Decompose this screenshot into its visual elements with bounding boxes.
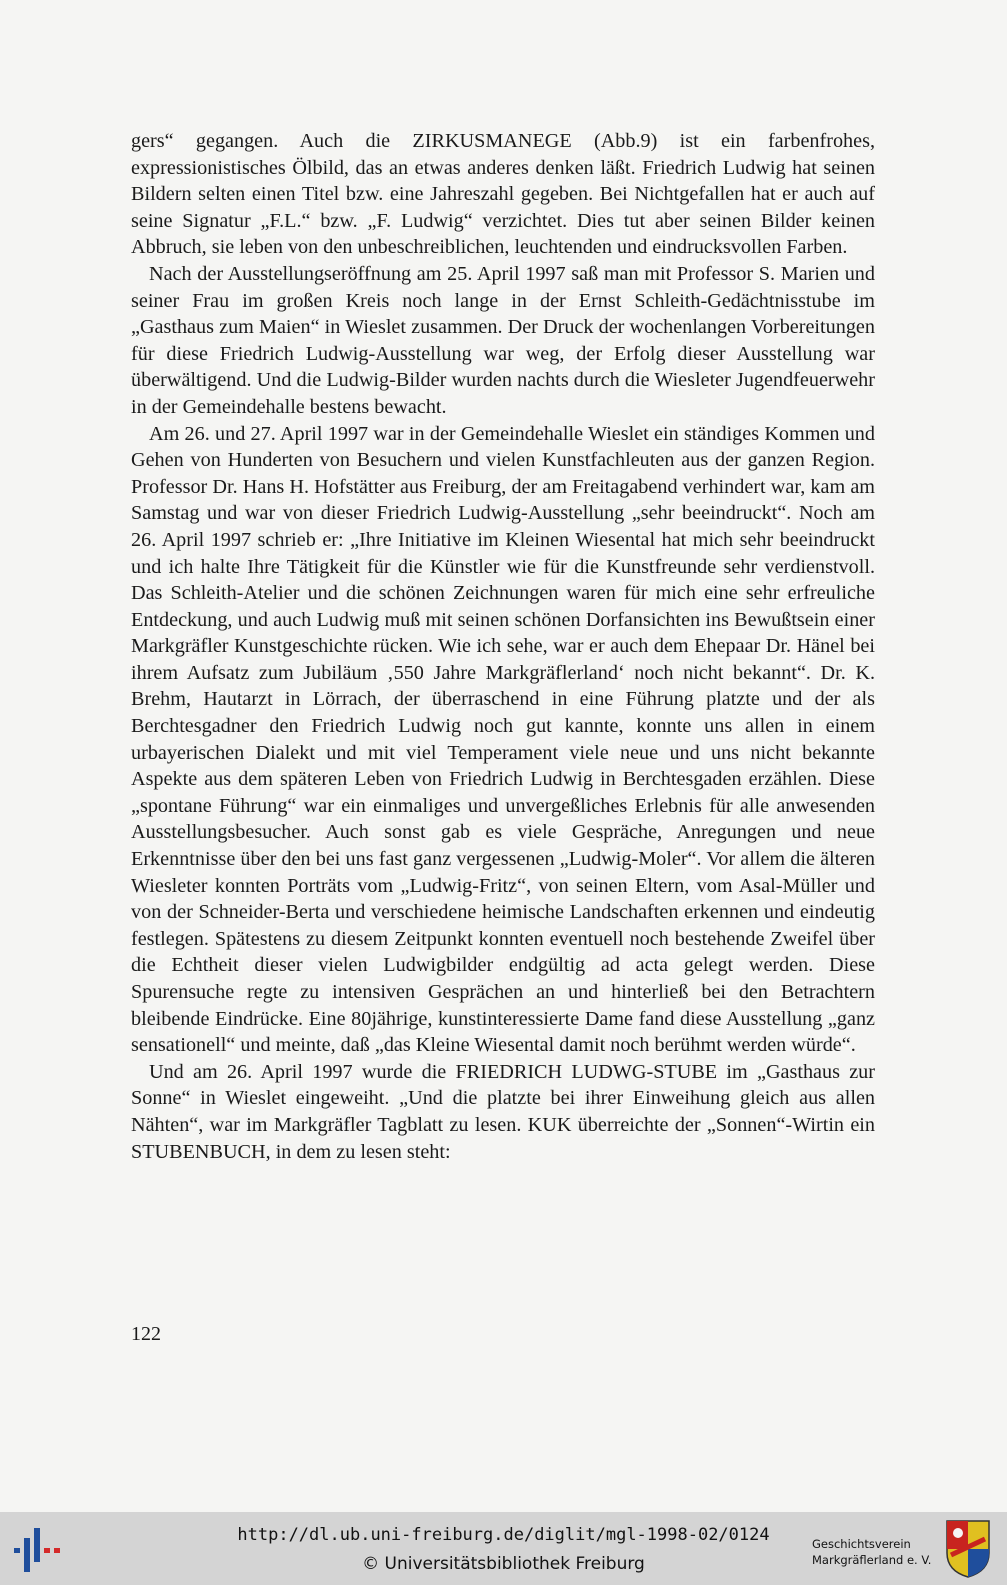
paragraph-4: Und am 26. April 1997 wurde die FRIEDRICH LUDWG-STUBE im „Gasthaus zur Sonne“ in Wieslet eingeweiht. „Und die platzte bei ihrer Einweihung gleich aus allen Nähten“, war im Markgräfler Tagblatt zu lesen. KUK überreichte der „Sonnen“-Wirtin ein STUBENBUCH, in dem zu lesen steht: — [131, 1060, 875, 1163]
society-line-2: Markgräflerland e. V. — [812, 1553, 932, 1567]
society-name — [812, 1536, 938, 1568]
coat-of-arms-icon — [945, 1519, 991, 1579]
copyright-text: © Universitätsbibliothek Freiburg — [362, 1554, 645, 1574]
society-line-1: Geschichtsverein — [812, 1537, 911, 1551]
paragraph-1: gers“ gegangen. Auch die ZIRKUSMANEGE (Abb.9) ist ein farbenfrohes, expressionistisches Ölbild, das an etwas anderes denken läßt. Friedrich Ludwig hat seinen Bildern selten einen Titel bzw. eine Jahreszahl gegeben. Bei Nichtgefallen hat er auch auf seine Signatur „F.L.“ bzw. „F. Ludwig“ verzichtet. Dies tut aber seinen Bilder keinen Abbruch, sie leben von den unbeschreiblichen, leuchtenden und eindrucksvollen Farben. — [131, 130, 875, 259]
body-text — [131, 128, 875, 1165]
viewer-footer — [0, 1512, 1007, 1585]
page-number: 122 — [131, 1323, 161, 1345]
paragraph-3: Am 26. und 27. April 1997 war in der Gemeindehalle Wieslet ein ständiges Kommen und Gehen von Hunderten von Besuchern und vielen Kunstfachleuten aus der ganzen Region. Professor Dr. Hans H. Hofstätter aus Freiburg, der am Freitagabend verhindert war, kam am Samstag und war von dieser Friedrich Ludwig-Ausstellung „sehr beeindruckt“. Noch am 26. April 1997 schrieb er: „Ihre Initiative im Kleinen Wiesental hat mich sehr beeindruckt und ich halte Ihre Tätigkeit für die Künstler wie für die Kunstfreunde sehr verdienstvoll. Das Schleith-Atelier und die schönen Zeichnungen waren für mich eine sehr erfreuliche Entdeckung, und auch Ludwig muß mit seinen schönen Dorfansichten ins Bewußtsein einer Markgräfler Kunstgeschichte rücken. Wie ich sehe, war er auch dem Ehepaar Dr. Hänel bei ihrem Aufsatz zum Jubiläum ‚550 Jahre Markgräflerland‘ noch nicht bekannt“. Dr. K. Brehm, Hautarzt in Lörrach, der überraschend in eine Führung platzte und der als Berchtesgadner den Friedrich Ludwig noch gut kannte, konnte uns allen in einem urbayerischen Dialekt und mit viel Temperament viele neue und uns nicht bekannte Aspekte aus dem späteren Leben von Friedrich Ludwig in Berchtesgaden erzählen. Diese „spontane Führung“ war ein einmaliges und unvergeßliches Erlebnis für alle anwesenden Ausstellungsbesucher. Auch sonst gab es viele Gespräche, Anregungen und neue Erkenntnisse über den bei uns fast ganz vergessenen „Ludwig-Moler“. Vor allem die älteren Wiesleter konnten Porträts vom „Ludwig-Fritz“, von seinen Eltern, vom Asal-Müller und von der Schneider-Berta und verschiedene heimische Landschaften erkennen und eindeutig festlegen. Spätestens zu diesem Zeitpunkt konnten eventuell noch bestehende Zweifel über die Echtheit dieser vielen Ludwigbilder endgültig ad acta gelegt werden. Diese Spurensuche regte zu intensiven Gesprächen an und hinterließ bei den Betrachtern bleibende Eindrücke. Eine 80jährige, kunstinteressierte Dame fand diese Ausstellung „ganz sensationell“ und meinte, daß „das Kleine Wiesental damit noch berühmt werden würde“. — [131, 422, 875, 1057]
source-url-link[interactable]: http://dl.ub.uni-freiburg.de/diglit/mgl-1998-02/0124 — [237, 1525, 770, 1545]
paragraph-2: Nach der Ausstellungseröffnung am 25. April 1997 saß man mit Professor S. Marien und seiner Frau im großen Kreis noch lange in der Ernst Schleith-Gedächtnisstube im „Gasthaus zum Maien“ in Wieslet zusammen. Der Druck der wochenlangen Vorbereitungen für diese Friedrich Ludwig-Ausstellung war weg, der Erfolg dieser Ausstellung war überwältigend. Und die Ludwig-Bilder wurden nachts durch die Wiesleter Jugendfeuerwehr in der Gemeindehalle bestens bewacht. — [131, 262, 875, 418]
